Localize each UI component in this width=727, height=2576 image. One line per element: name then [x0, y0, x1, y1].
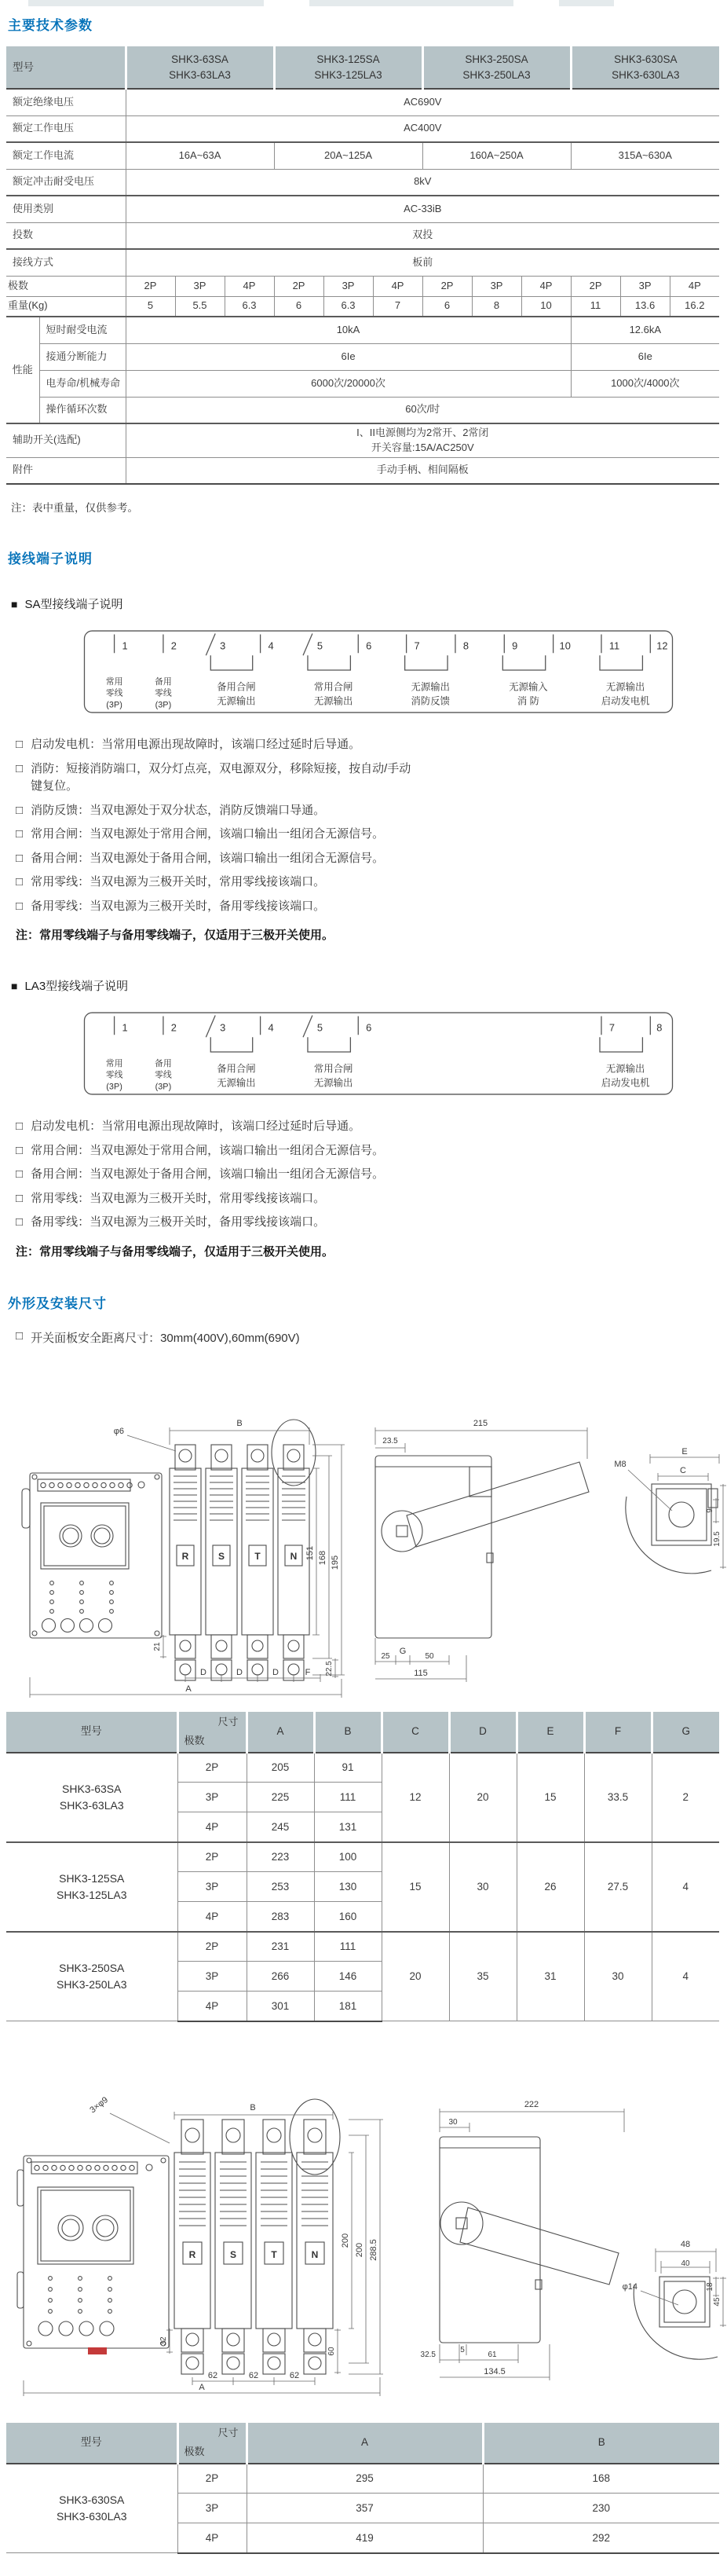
svg-text:4: 4	[268, 1021, 274, 1034]
svg-text:N: N	[290, 1550, 298, 1562]
box-bullet-icon: □	[16, 851, 24, 865]
cell-value: 8kV	[126, 169, 719, 196]
table-row: SHK3-630SA SHK3-630LA3 2P 295 168	[6, 2464, 719, 2494]
table-row: 3P 266 146	[6, 1962, 719, 1992]
table-header-row: 型号 尺寸 极数 A B C D E F G	[6, 1712, 719, 1753]
svg-text:3: 3	[220, 639, 226, 652]
svg-text:32.5: 32.5	[420, 2350, 436, 2359]
sa-note: 注：常用零线端子与备用零线端子，仅适用于三极开关使用。	[16, 929, 334, 943]
svg-text:9: 9	[706, 1508, 714, 1513]
header-model: 型号	[6, 2423, 177, 2464]
la3-bullet: □ 备用零线：当双电源为三极开关时，备用零线接该端口。	[16, 1214, 727, 1232]
box-bullet-icon: □	[16, 1119, 24, 1134]
svg-text:8: 8	[656, 1021, 663, 1034]
svg-text:无源输出启动发电机: 无源输出启动发电机	[601, 1063, 650, 1089]
svg-text:常用合闸无源输出: 常用合闸无源输出	[313, 681, 353, 707]
la3-subtitle: ■ LA3型接线端子说明	[11, 979, 129, 994]
sa-terminal-diagram	[83, 629, 674, 714]
svg-text:φ14: φ14	[622, 2281, 637, 2292]
sa-subtitle: ■ SA型接线端子说明	[11, 597, 123, 612]
table-row: SHK3-63SA SHK3-63LA3 2P 205 91 12 20 15 33.5 2	[6, 1753, 719, 1783]
svg-text:40: 40	[681, 2259, 690, 2268]
header-model-630: SHK3-630SA SHK3-630LA3	[571, 46, 719, 89]
svg-text:3: 3	[220, 1021, 226, 1034]
weight-note: 注：表中重量，仅供参考。	[11, 502, 138, 515]
cell-value: I、II电源侧均为2常开、2常闭 开关容量:15A/AC250V	[126, 423, 719, 457]
svg-text:134.5: 134.5	[484, 2366, 506, 2376]
la3-bullet: □ 常用合闸：当双电源处于常用合闸，该端口输出一组闭合无源信号。	[16, 1142, 727, 1160]
cell-value: 16A~63A	[126, 142, 274, 169]
svg-text:R: R	[188, 2248, 196, 2260]
svg-text:S: S	[217, 1550, 225, 1562]
row-working-current: 额定工作电流 16A~63A 20A~125A 160A~250A 315A~630A	[6, 142, 719, 169]
cell-value: 60次/时	[126, 397, 719, 423]
table-row: 4P 283 160	[6, 1902, 719, 1932]
size-poles-header: 尺寸 极数	[177, 2423, 247, 2464]
side-view	[440, 2137, 619, 2343]
box-bullet-icon: □	[16, 1215, 24, 1229]
svg-text:21: 21	[153, 1642, 162, 1651]
svg-text:168: 168	[318, 1550, 327, 1565]
svg-text:4: 4	[268, 639, 274, 652]
page-edge-artifact	[28, 0, 727, 6]
row-accessories: 附件 手动手柄、相间隔板	[6, 457, 719, 484]
svg-text:常用零线(3P): 常用零线(3P)	[105, 1059, 123, 1092]
front-view	[22, 1420, 316, 1680]
table-row: SHK3-250SA SHK3-250LA3 2P 231 111 20 35 31 30 4	[6, 1932, 719, 1962]
reset-button-mark	[88, 2347, 107, 2354]
svg-text:5: 5	[316, 639, 323, 652]
sa-bullet-list	[16, 736, 727, 915]
svg-text:9: 9	[512, 639, 518, 652]
dimension-table-630	[6, 2423, 719, 2554]
table-row: 4P 419 292	[6, 2523, 719, 2553]
safety-distance-note: □ 开关面板安全距离尺寸：30mm(400V),60mm(690V)	[16, 1328, 300, 1345]
table-row: 3P 253 130	[6, 1872, 719, 1902]
cell-value: 6Ie	[126, 343, 571, 370]
sa-bullet: □ 备用零线：当双电源为三极开关时，备用零线接该端口。	[16, 898, 727, 916]
size-poles-header: 尺寸 极数	[177, 1712, 247, 1753]
svg-text:G: G	[399, 1646, 407, 1656]
svg-text:200: 200	[341, 2233, 350, 2248]
cell-value: 双投	[126, 222, 719, 249]
svg-text:D: D	[236, 1667, 243, 1677]
row-poles: 极数 2P 3P 4P 2P 3P 4P 2P 3P 4P 2P 3P 4P	[6, 276, 719, 296]
svg-text:备用零线(3P): 备用零线(3P)	[155, 1059, 172, 1092]
la3-terminal-diagram	[83, 1011, 674, 1096]
svg-text:E: E	[681, 1446, 688, 1457]
box-bullet-icon: □	[16, 803, 24, 817]
row-wiring-mode: 接线方式 板前	[6, 249, 719, 276]
tech-specs-table	[6, 46, 719, 485]
svg-text:5: 5	[460, 2345, 465, 2354]
svg-text:62: 62	[289, 2370, 300, 2380]
cell-value: 315A~630A	[571, 142, 719, 169]
svg-text:7: 7	[414, 639, 420, 652]
row-aux-switch: 辅助开关(选配) I、II电源侧均为2常开、2常闭 开关容量:15A/AC250V	[6, 423, 719, 457]
svg-text:无源输入消 防: 无源输入消 防	[509, 681, 548, 707]
cell-value: 20A~125A	[274, 142, 422, 169]
header-model-250: SHK3-250SA SHK3-250LA3	[422, 46, 571, 89]
svg-text:50: 50	[425, 1651, 434, 1661]
front-view	[17, 2099, 340, 2374]
svg-text:60: 60	[327, 2347, 336, 2356]
sa-bullet: □ 常用合闸：当双电源处于常用合闸，该端口输出一组闭合无源信号。	[16, 826, 727, 844]
row-insulation-voltage: 额定绝缘电压 AC690V	[6, 89, 719, 115]
svg-text:61: 61	[488, 2350, 497, 2359]
svg-text:2: 2	[170, 639, 177, 652]
svg-text:8: 8	[462, 639, 469, 652]
svg-text:3×φ9: 3×φ9	[88, 2094, 111, 2115]
box-bullet-icon: □	[16, 1167, 24, 1182]
side-view	[375, 1456, 589, 1638]
header-model: 型号	[6, 46, 126, 89]
svg-text:T: T	[254, 1550, 261, 1562]
la3-bullet: □ 启动发电机：当常用电源出现故障时，该端口经过延时后导通。	[16, 1118, 727, 1136]
svg-text:18: 18	[706, 2282, 714, 2292]
svg-text:2: 2	[170, 1021, 177, 1034]
la3-bullet: □ 常用零线：当双电源为三极开关时，常用零线接该端口。	[16, 1190, 727, 1208]
svg-text:215: 215	[473, 1418, 488, 1428]
svg-text:常用合闸无源输出: 常用合闸无源输出	[313, 1063, 353, 1089]
svg-text:C: C	[680, 1465, 686, 1475]
la3-note: 注：常用零线端子与备用零线端子，仅适用于三极开关使用。	[16, 1244, 334, 1259]
row-weight: 重量(Kg) 5 5.5 6.3 6 6.3 7 6 8 10 11 13.6 16.2	[6, 296, 719, 317]
row-operation-cycles: 操作循环次数 60次/时	[6, 397, 719, 423]
svg-text:12: 12	[656, 639, 668, 652]
cell-value: 160A~250A	[422, 142, 571, 169]
outline-drawing-63-250	[0, 1357, 727, 1702]
svg-text:11: 11	[608, 639, 620, 652]
box-bullet-icon: □	[16, 761, 24, 775]
row-breaking-capacity: 接通分断能力 6Ie 6Ie	[6, 343, 719, 370]
row-working-voltage: 额定工作电压 AC400V	[6, 115, 719, 142]
square-bullet-icon: ■	[11, 597, 18, 610]
row-impulse-voltage: 额定冲击耐受电压 8kV	[6, 169, 719, 196]
svg-text:6: 6	[366, 1021, 372, 1034]
svg-text:T: T	[271, 2248, 277, 2260]
svg-text:B: B	[250, 2102, 256, 2112]
svg-text:62: 62	[248, 2370, 259, 2380]
cell-value: AC-33iB	[126, 196, 719, 222]
sa-bullet: □ 常用零线：当双电源为三极开关时，常用零线接该端口。	[16, 874, 727, 892]
svg-text:S: S	[229, 2248, 237, 2260]
box-bullet-icon: □	[16, 827, 24, 841]
svg-text:A: A	[199, 2382, 205, 2392]
cell-value: 板前	[126, 249, 719, 276]
svg-text:B: B	[236, 1418, 243, 1428]
cell-value: AC400V	[126, 115, 719, 142]
svg-text:A: A	[185, 1684, 192, 1694]
cell-value: 6000次/20000次	[126, 370, 571, 397]
detail-view	[634, 2277, 718, 2359]
sa-bullet: □ 消防反馈：当双电源处于双分状态，消防反馈端口导通。	[16, 802, 727, 820]
svg-text:151: 151	[305, 1545, 315, 1560]
svg-text:φ6: φ6	[113, 1426, 124, 1436]
svg-text:48: 48	[680, 2239, 691, 2249]
svg-text:200: 200	[355, 2242, 364, 2257]
svg-text:7: 7	[608, 1021, 616, 1034]
table-row: 4P 245 131	[6, 1812, 719, 1842]
svg-text:62: 62	[207, 2370, 218, 2380]
svg-text:10: 10	[559, 639, 571, 652]
svg-text:无源输出启动发电机: 无源输出启动发电机	[601, 681, 650, 707]
cell-value: 手动手柄、相间隔板	[126, 457, 719, 484]
outline-drawing-630	[0, 2044, 727, 2399]
model-cell: SHK3-63SA SHK3-63LA3	[6, 1753, 177, 1842]
svg-text:1: 1	[122, 1021, 128, 1034]
svg-text:N: N	[311, 2248, 319, 2260]
box-bullet-icon: □	[16, 738, 24, 752]
box-bullet-icon: □	[16, 875, 24, 889]
header-model-125: SHK3-125SA SHK3-125LA3	[274, 46, 422, 89]
svg-text:32: 32	[159, 2336, 168, 2346]
svg-text:19.5: 19.5	[713, 1530, 722, 1547]
svg-text:D: D	[200, 1667, 206, 1677]
svg-text:22.5: 22.5	[325, 1660, 334, 1676]
section-title-dimensions: 外形及安装尺寸	[8, 1295, 107, 1311]
svg-text:F: F	[305, 1667, 311, 1677]
svg-text:195: 195	[331, 1555, 340, 1570]
model-cell: SHK3-630SA SHK3-630LA3	[6, 2464, 177, 2553]
svg-text:115: 115	[414, 1668, 428, 1678]
svg-text:常用零线(3P): 常用零线(3P)	[105, 677, 123, 710]
header-model-63: SHK3-63SA SHK3-63LA3	[126, 46, 274, 89]
la3-bullet-list	[16, 1118, 727, 1232]
table-row: SHK3-125SA SHK3-125LA3 2P 223 100 15 30 26 27.5 4	[6, 1842, 719, 1872]
header-model: 型号	[6, 1712, 177, 1753]
svg-text:R: R	[181, 1550, 189, 1562]
svg-text:5: 5	[316, 1021, 323, 1034]
row-throws: 投数 双投	[6, 222, 719, 249]
model-cell: SHK3-125SA SHK3-125LA3	[6, 1842, 177, 1932]
sa-bullet: □ 启动发电机：当常用电源出现故障时，该端口经过延时后导通。	[16, 736, 727, 754]
section-title-terminals: 接线端子说明	[8, 551, 93, 567]
svg-text:1: 1	[122, 639, 128, 652]
perf-group-label: 性能	[6, 317, 39, 423]
svg-text:288.5: 288.5	[369, 2238, 378, 2261]
row-short-time-current: 性能 短时耐受电流 10kA 12.6kA	[6, 317, 719, 343]
table-row: 3P 225 111	[6, 1783, 719, 1812]
cell-value: AC690V	[126, 89, 719, 115]
cell-value: 1000次/4000次	[571, 370, 719, 397]
table-row: 3P 357 230	[6, 2494, 719, 2523]
row-life: 电寿命/机械寿命 6000次/20000次 1000次/4000次	[6, 370, 719, 397]
sa-bullet: □ 消防：短接消防端口，双分灯点亮，双电源双分，移除短接，按自动/手动键复位。	[16, 760, 727, 796]
section-title-tech-params: 主要技术参数	[8, 18, 93, 33]
detail-view	[626, 1484, 718, 1574]
sa-bullet: □ 备用合闸：当双电源处于备用合闸，该端口输出一组闭合无源信号。	[16, 850, 727, 868]
svg-text:M8: M8	[614, 1459, 627, 1469]
svg-text:备用合闸无源输出: 备用合闸无源输出	[217, 681, 256, 707]
svg-text:25: 25	[381, 1651, 390, 1661]
box-bullet-icon: □	[16, 1328, 24, 1343]
la3-bullet: □ 备用合闸：当双电源处于备用合闸，该端口输出一组闭合无源信号。	[16, 1166, 727, 1184]
svg-text:45: 45	[713, 2297, 722, 2307]
dimension-table-63-250	[6, 1712, 719, 2022]
box-bullet-icon: □	[16, 899, 24, 913]
square-bullet-icon: ■	[11, 979, 18, 992]
svg-text:无源输出消防反馈: 无源输出消防反馈	[411, 681, 451, 707]
cell-value: 10kA	[126, 317, 571, 343]
table-row: 4P 301 181	[6, 1992, 719, 2021]
svg-text:23.5: 23.5	[382, 1436, 398, 1446]
table-header-row	[6, 46, 719, 89]
row-utilization-category: 使用类别 AC-33iB	[6, 196, 719, 222]
model-cell: SHK3-250SA SHK3-250LA3	[6, 1932, 177, 2021]
cell-value: 12.6kA	[571, 317, 719, 343]
svg-text:6: 6	[366, 639, 372, 652]
svg-text:30: 30	[448, 2117, 458, 2127]
cell-value: 6Ie	[571, 343, 719, 370]
box-bullet-icon: □	[16, 1191, 24, 1205]
svg-text:D: D	[272, 1667, 279, 1677]
table-header-row: 型号 尺寸 极数 A B	[6, 2423, 719, 2464]
svg-text:备用零线(3P): 备用零线(3P)	[155, 677, 172, 710]
box-bullet-icon: □	[16, 1143, 24, 1157]
svg-text:备用合闸无源输出: 备用合闸无源输出	[217, 1063, 256, 1089]
svg-text:222: 222	[524, 2099, 539, 2109]
